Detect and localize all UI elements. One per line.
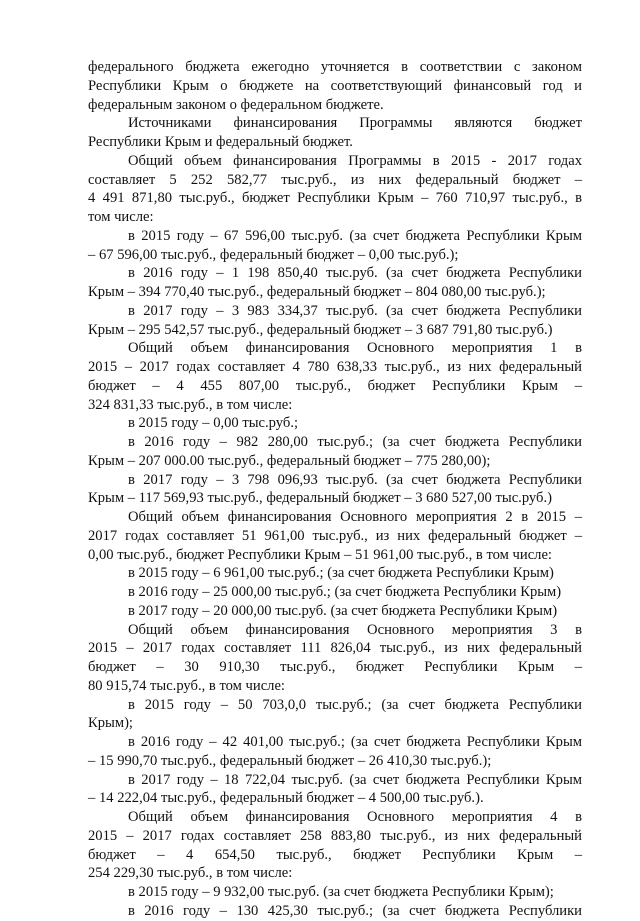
text-line: в 2016 году – 130 425,30 тыс.руб.; (за счет бюджета Республики <box>128 902 582 919</box>
text-line: 0,00 тыс.руб., бюджет Республики Крым – 51 961,00 тыс.руб., в том числе: <box>88 546 552 563</box>
text-line: в 2017 году – 18 722,04 тыс.руб. (за счет бюджета Республики Крым <box>128 771 582 788</box>
text-line: 2015 – 2017 годах составляет 111 826,04 тыс.руб., из них федеральный <box>88 640 582 657</box>
text-line: 2015 – 2017 годах составляет 258 883,80 тыс.руб., из них федеральный <box>88 827 582 844</box>
text-line: Общий объем финансирования Основного мероприятия 4 в <box>128 809 582 825</box>
text-line: – 15 990,70 тыс.руб., федеральный бюджет – 26 410,30 тыс.руб.); <box>88 752 492 769</box>
text-line: Крым – 117 569,93 тыс.руб., федеральный бюджет – 3 680 527,00 тыс.руб.) <box>88 490 552 507</box>
text-line: в 2016 году – 982 280,00 тыс.руб.; (за счет бюджета Республики <box>128 434 582 450</box>
text-line: Источниками финансирования Программы являются бюджет <box>128 115 582 132</box>
text-line: Крым – 394 770,40 тыс.руб., федеральный бюджет – 804 080,00 тыс.руб.); <box>88 284 546 300</box>
text-line: Крым – 295 542,57 тыс.руб., федеральный бюджет – 3 687 791,80 тыс.руб.) <box>88 321 553 338</box>
text-line: Общий объем финансирования Основного мероприятия 1 в <box>128 340 582 357</box>
text-line: федерального бюджета ежегодно уточняется в соответствии с законом <box>88 59 582 75</box>
text-line: Республики Крым о бюджете на соответствующий финансовый год и <box>88 77 582 94</box>
text-line: 4 491 871,80 тыс.руб., бюджет Республики Крым – 760 710,97 тыс.руб., в <box>88 190 582 207</box>
text-line: – 14 222,04 тыс.руб., федеральный бюджет – 4 500,00 тыс.руб.). <box>88 790 484 807</box>
text-line: Крым); <box>88 715 133 732</box>
text-line: в 2017 году – 20 000,00 тыс.руб. (за счет бюджета Республики Крым) <box>128 602 558 619</box>
text-line: Общий объем финансирования Основного мероприятия 2 в 2015 – <box>128 509 582 525</box>
text-line: Общий объем финансирования Основного мероприятия 3 в <box>128 621 582 638</box>
text-line: 2015 – 2017 годах составляет 4 780 638,33 тыс.руб., из них федеральный <box>88 359 582 375</box>
text-line: бюджет – 30 910,30 тыс.руб., бюджет Республики Крым – <box>88 659 582 675</box>
text-line: в 2016 году – 25 000,00 тыс.руб.; (за счет бюджета Республики Крым) <box>128 584 562 600</box>
text-line: в 2016 году – 42 401,00 тыс.руб.; (за счет бюджета Республики Крым <box>128 734 582 750</box>
text-line: в 2017 году – 3 798 096,93 тыс.руб. (за счет бюджета Республики <box>128 471 582 488</box>
text-line: – 67 596,00 тыс.руб., федеральный бюджет – 0,00 тыс.руб.); <box>88 246 459 263</box>
text-line: федеральным законом о федеральном бюджете. <box>88 96 384 113</box>
text-line: Крым – 207 000.00 тыс.руб., федеральный бюджет – 775 280,00); <box>88 452 491 469</box>
text-line: Республики Крым и федеральный бюджет. <box>88 134 353 150</box>
text-line: 254 229,30 тыс.руб., в том числе: <box>88 865 293 882</box>
text-line: в 2015 году – 67 596,00 тыс.руб. (за счет бюджета Республики Крым <box>128 227 582 244</box>
text-line: 2017 годах составляет 51 961,00 тыс.руб., из них федеральный бюджет – <box>88 527 582 544</box>
text-line: в 2017 году – 3 983 334,37 тыс.руб. (за счет бюджета Республики <box>128 302 582 319</box>
text-line: Общий объем финансирования Программы в 2015 - 2017 годах <box>128 152 582 169</box>
text-line: 80 915,74 тыс.руб., в том числе: <box>88 677 285 694</box>
text-line: том числе: <box>88 209 154 225</box>
text-line: в 2016 году – 1 198 850,40 тыс.руб. (за счет бюджета Республики <box>128 265 582 282</box>
text-line: бюджет – 4 455 807,00 тыс.руб., бюджет Республики Крым – <box>88 377 582 394</box>
text-line: составляет 5 252 582,77 тыс.руб., из них федеральный бюджет – <box>88 171 582 188</box>
text-line: 324 831,33 тыс.руб., в том числе: <box>88 396 293 413</box>
text-line: в 2015 году – 0,00 тыс.руб.; <box>128 415 299 432</box>
text-line: бюджет – 4 654,50 тыс.руб., бюджет Республики Крым – <box>88 846 582 863</box>
text-line: в 2015 году – 9 932,00 тыс.руб. (за счет бюджета Республики Крым); <box>128 884 554 900</box>
text-line: в 2015 году – 50 703,0,0 тыс.руб.; (за счет бюджета Республики <box>128 696 582 713</box>
text-line: в 2015 году – 6 961,00 тыс.руб.; (за счет бюджета Республики Крым) <box>128 565 554 582</box>
